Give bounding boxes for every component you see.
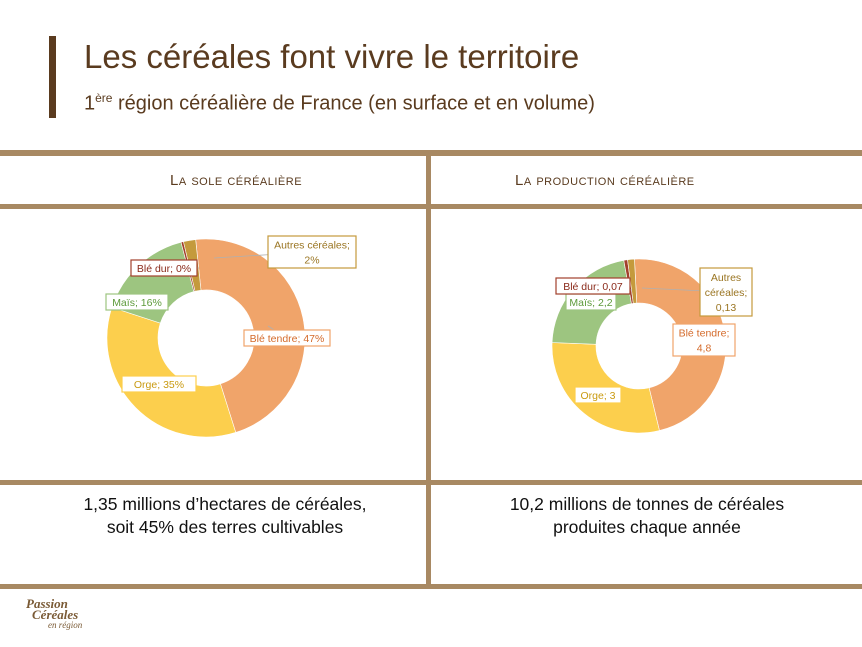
left-panel-heading: La sole céréalière — [170, 172, 303, 189]
donut-0-slice-orge — [107, 307, 236, 437]
right-caption — [432, 493, 862, 539]
donut-1-label-4-line-1: céréales; — [704, 287, 748, 299]
page-title: Les céréales font vivre le territoire — [84, 38, 580, 75]
left-caption-line2: soit 45% des terres cultivables — [106, 517, 344, 537]
left-caption — [10, 493, 440, 539]
donut-0-label-4-line-0: Autres céréales; — [274, 239, 350, 252]
passion-cereales-logo: Passion Céréales en région — [26, 596, 83, 630]
donut-0-label-2-line-0: Maïs; 16% — [112, 297, 162, 309]
donut-1-label-4-line-0: Autres — [710, 272, 742, 284]
donut-1-label-4-line-2: 0,13 — [715, 302, 737, 314]
donut-1-label-0-line-1: 4,8 — [696, 342, 712, 355]
donut-0-label-3-line-0: Blé dur; 0% — [136, 263, 192, 275]
donut-0-label-4-line-1: 2% — [304, 254, 320, 267]
subtitle-ordinal-suffix: ère — [95, 91, 113, 105]
subtitle-text: région céréalière de France (en surface et en volume) — [112, 92, 595, 115]
donut-1-label-3-line-0: Blé dur; 0,07 — [563, 281, 623, 293]
donut-0-slice-ma-s — [112, 242, 194, 323]
left-caption-line1: 1,35 millions d’hectares de céréales, — [83, 494, 367, 514]
right-caption-line1: 10,2 millions de tonnes de céréales — [509, 494, 785, 514]
donut-0-label-0-line-0: Blé tendre; 47% — [249, 333, 325, 345]
donut-1-label-1-line-0: Orge; 3 — [580, 390, 616, 402]
donut-1-label-2-line-0: Maïs; 2,2 — [569, 297, 613, 309]
right-panel-heading: La production céréalière — [515, 172, 695, 189]
donut-0-label-1-line-0: Orge; 35% — [133, 379, 185, 391]
donut-1-label-0-line-0: Blé tendre; — [678, 327, 730, 340]
right-caption-line2: produites chaque année — [553, 517, 741, 537]
subtitle-ordinal: 1 — [84, 92, 96, 115]
